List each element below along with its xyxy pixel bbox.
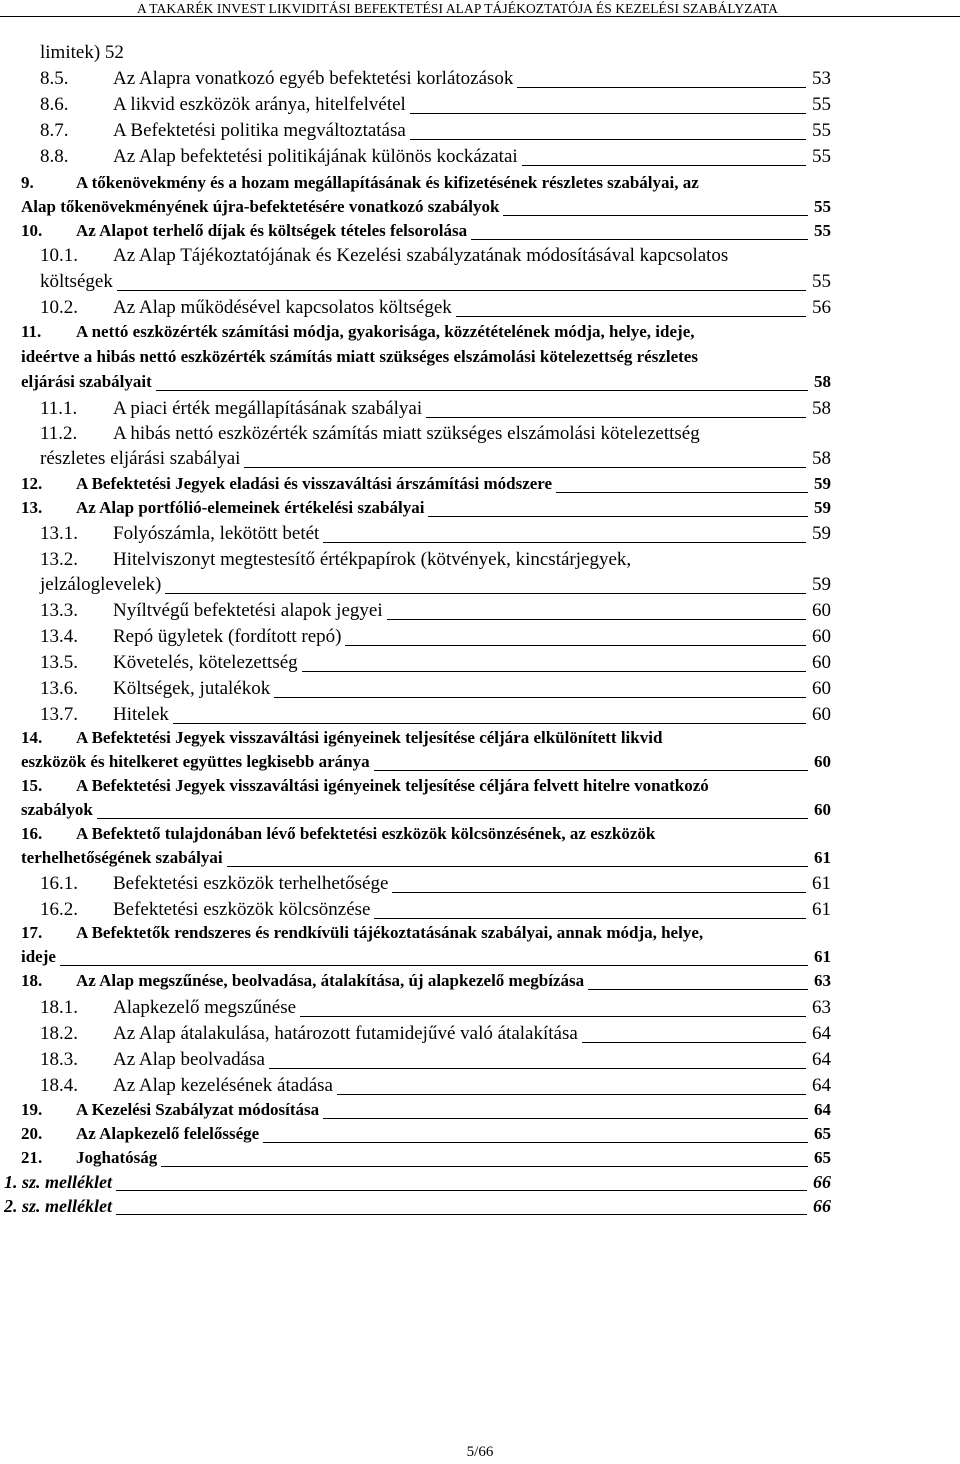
toc-entry-title: Nyíltvégű befektetési alapok jegyei bbox=[113, 600, 383, 621]
toc-entry-title: ideje bbox=[21, 947, 56, 966]
toc-entry-title: Az Alap működésével kapcsolatos költségek bbox=[113, 297, 452, 318]
toc-leader-line bbox=[410, 139, 806, 140]
toc-leader-line bbox=[522, 165, 806, 166]
toc-entry-page: 59 bbox=[812, 574, 831, 595]
toc-leader-line bbox=[517, 87, 806, 88]
toc-leader-line bbox=[471, 239, 808, 240]
toc-entry-title: A Befektetők rendszeres és rendkívüli tájékoztatásának szabályai, annak módja, helye, bbox=[76, 923, 704, 942]
toc-entry[interactable] bbox=[0, 600, 960, 624]
toc-entry-title: Az Alap befektetési politikájának különös kockázatai bbox=[113, 146, 518, 167]
page-number: 5/66 bbox=[466, 1444, 494, 1460]
toc-leader-line bbox=[428, 516, 808, 517]
toc-entry-title: Befektetési eszközök kölcsönzése bbox=[113, 899, 371, 920]
toc-entry-title: Az Alap Tájékoztatójának és Kezelési szabályzatának módosításával kapcsolatos bbox=[113, 245, 729, 266]
toc-entry[interactable] bbox=[0, 1049, 960, 1073]
toc-leader-line bbox=[161, 1166, 808, 1167]
toc-entry[interactable] bbox=[0, 752, 960, 776]
toc-entry-number: 13.5. bbox=[40, 652, 78, 673]
toc-entry-title: Az Alap kezelésének átadása bbox=[113, 1075, 333, 1096]
toc-entry-number: 16.1. bbox=[40, 873, 78, 894]
toc-entry[interactable] bbox=[0, 271, 960, 295]
toc-leader-line bbox=[588, 989, 808, 990]
toc-entry-title: A hibás nettó eszközérték számítás miatt szükséges elszámolási kötelezettség bbox=[113, 423, 700, 444]
toc-entry[interactable] bbox=[0, 197, 960, 221]
toc-leader-line bbox=[426, 417, 806, 418]
toc-entry-page: 63 bbox=[814, 971, 831, 990]
toc-entry[interactable] bbox=[0, 1196, 960, 1220]
toc-entry-title: Repó ügyletek (fordított repó) bbox=[113, 626, 342, 647]
toc-entry-page: 58 bbox=[814, 372, 831, 391]
toc-entry-page: 55 bbox=[812, 271, 831, 292]
toc-leader-line bbox=[97, 818, 808, 819]
toc-entry[interactable] bbox=[0, 173, 960, 197]
toc-entry[interactable] bbox=[0, 549, 960, 573]
toc-entry-title: Az Alap beolvadása bbox=[113, 1049, 265, 1070]
toc-entry-page: 56 bbox=[812, 297, 831, 318]
toc-entry[interactable] bbox=[0, 474, 960, 498]
header-title: A TAKARÉK INVEST LIKVIDITÁSI BEFEKTETÉSI ALAP TÁJÉKOZTATÓJA ÉS KEZELÉSI SZABÁLYZATA bbox=[136, 1, 778, 16]
toc-entry-title: Az Alapkezelő felelőssége bbox=[76, 1124, 260, 1143]
toc-entry-title: A Befektetési Jegyek eladási és visszaváltási árszámítási módszere bbox=[76, 474, 553, 493]
toc-entry-page: 66 bbox=[813, 1196, 831, 1216]
toc-entry-title: Hitelek bbox=[113, 704, 169, 725]
toc-entry[interactable] bbox=[0, 1148, 960, 1172]
toc-entry-title: A piaci érték megállapításának szabályai bbox=[113, 398, 423, 419]
toc-entry[interactable] bbox=[0, 800, 960, 824]
toc-entry-page: 59 bbox=[812, 523, 831, 544]
toc-entry-number: 18. bbox=[21, 971, 43, 990]
toc-entry-number: 13.7. bbox=[40, 704, 78, 725]
toc-entry-page: 58 bbox=[812, 448, 831, 469]
toc-entry-number: 18.1. bbox=[40, 997, 78, 1018]
toc-entry[interactable] bbox=[0, 1124, 960, 1148]
toc-leader-line bbox=[116, 1214, 807, 1215]
toc-entry-title: szabályok bbox=[21, 800, 93, 819]
toc-entry[interactable] bbox=[0, 448, 960, 472]
toc-leader-line bbox=[302, 671, 806, 672]
toc-entry[interactable] bbox=[0, 728, 960, 752]
toc-entry[interactable] bbox=[0, 824, 960, 848]
toc-entry-number: 8.8. bbox=[40, 146, 69, 167]
toc-entry-title: Alap tőkenövekményének újra-befektetésére vonatkozó szabályok bbox=[21, 197, 500, 216]
toc-entry-page: 65 bbox=[814, 1124, 831, 1143]
toc-entry-number: 17. bbox=[21, 923, 43, 942]
toc-entry-page: 61 bbox=[812, 899, 831, 920]
toc-leader-line bbox=[556, 492, 808, 493]
toc-entry[interactable] bbox=[0, 848, 960, 872]
toc-entry-page: 61 bbox=[814, 947, 831, 966]
toc-entry[interactable] bbox=[0, 704, 960, 728]
toc-entry-page: 64 bbox=[812, 1075, 831, 1096]
toc-entry-title: A Befektetési Jegyek visszaváltási igényeinek teljesítése céljára felvett hitelre vonatkozó bbox=[76, 776, 709, 795]
toc-leader-line bbox=[173, 723, 806, 724]
toc-leader-line bbox=[117, 290, 806, 291]
toc-leader-line bbox=[269, 1068, 806, 1069]
toc-leader-line bbox=[323, 542, 806, 543]
toc-entry-page: 61 bbox=[812, 873, 831, 894]
toc-entry[interactable] bbox=[0, 997, 960, 1021]
toc-entry-page: 64 bbox=[812, 1049, 831, 1070]
toc-entry-page: 66 bbox=[813, 1172, 831, 1192]
toc-entry-number: 11.2. bbox=[40, 423, 78, 444]
toc-entry[interactable] bbox=[0, 347, 960, 371]
toc-entry[interactable] bbox=[0, 42, 960, 66]
toc-leader-line bbox=[300, 1016, 806, 1017]
toc-entry-number: 18.2. bbox=[40, 1023, 78, 1044]
toc-entry[interactable] bbox=[0, 1100, 960, 1124]
toc-entry-title: A likvid eszközök aránya, hitelfelvétel bbox=[113, 94, 406, 115]
toc-entry[interactable] bbox=[0, 1172, 960, 1196]
toc-entry-title: Hitelviszonyt megtestesítő értékpapírok (kötvények, kincstárjegyek, bbox=[113, 549, 632, 570]
toc-entry-page: 64 bbox=[814, 1100, 831, 1119]
toc-entry-number: 15. bbox=[21, 776, 43, 795]
toc-entry-title: Az Alap portfólió-elemeinek értékelési szabályai bbox=[76, 498, 425, 517]
toc-entry-page: 60 bbox=[814, 752, 831, 771]
toc-entry-title: Az Alapot terhelő díjak és költségek tételes felsorolása bbox=[76, 221, 468, 240]
toc-entry-page: 59 bbox=[814, 498, 831, 517]
toc-entry[interactable] bbox=[0, 120, 960, 144]
toc-entry-title: Követelés, kötelezettség bbox=[113, 652, 298, 673]
toc-entry-title: A Befektetési politika megváltoztatása bbox=[113, 120, 406, 141]
toc-entry-number: 11. bbox=[21, 322, 42, 341]
toc-entry[interactable] bbox=[0, 776, 960, 800]
toc-leader-line bbox=[156, 390, 808, 391]
toc-entry-number: 20. bbox=[21, 1124, 43, 1143]
toc-leader-line bbox=[274, 697, 806, 698]
toc-entry-page: 60 bbox=[812, 704, 831, 725]
toc-entry-title: eszközök és hitelkeret együttes legkisebb aránya bbox=[21, 752, 370, 771]
toc-entry-page: 55 bbox=[814, 221, 831, 240]
toc-entry[interactable] bbox=[0, 678, 960, 702]
toc-entry-number: 14. bbox=[21, 728, 43, 747]
toc-entry-title: 1. sz. melléklet bbox=[4, 1172, 112, 1192]
toc-entry-number: 16.2. bbox=[40, 899, 78, 920]
toc-entry[interactable] bbox=[0, 221, 960, 245]
toc-leader-line bbox=[337, 1094, 806, 1095]
toc-entry[interactable] bbox=[0, 574, 960, 598]
toc-entry[interactable] bbox=[0, 94, 960, 118]
toc-entry-title: Joghatóság bbox=[76, 1148, 158, 1167]
toc-entry-number: 13.4. bbox=[40, 626, 78, 647]
toc-entry[interactable] bbox=[0, 1023, 960, 1047]
toc-entry-number: 16. bbox=[21, 824, 43, 843]
toc-entry-title: A Befektetési Jegyek visszaváltási igényeinek teljesítése céljára elkülönített likvid bbox=[76, 728, 663, 747]
toc-entry[interactable] bbox=[0, 652, 960, 676]
toc-entry-page: 55 bbox=[812, 120, 831, 141]
toc-entry[interactable] bbox=[0, 1075, 960, 1099]
toc-entry-title: Az Alap megszűnése, beolvadása, átalakítása, új alapkezelő megbízása bbox=[76, 971, 585, 990]
toc-entry-title: A nettó eszközérték számítási módja, gyakorisága, közzétételének módja, helye, ideje, bbox=[76, 322, 695, 341]
toc-leader-line bbox=[374, 918, 806, 919]
toc-entry-page: 53 bbox=[812, 68, 831, 89]
toc-leader-line bbox=[582, 1042, 806, 1043]
toc-entry-title: Folyószámla, lekötött betét bbox=[113, 523, 320, 544]
toc-entry-number: 13.6. bbox=[40, 678, 78, 699]
toc-entry-page: 64 bbox=[812, 1023, 831, 1044]
toc-entry-title: 2. sz. melléklet bbox=[4, 1196, 112, 1216]
header-rule bbox=[0, 16, 960, 17]
toc-entry-number: 8.6. bbox=[40, 94, 69, 115]
toc-entry-number: 8.5. bbox=[40, 68, 69, 89]
toc-leader-line bbox=[456, 316, 806, 317]
toc-entry[interactable] bbox=[0, 245, 960, 269]
toc-entry-number: 10.2. bbox=[40, 297, 78, 318]
toc-leader-line bbox=[323, 1118, 808, 1119]
toc-entry-page: 55 bbox=[812, 146, 831, 167]
toc-entry-page: 60 bbox=[814, 800, 831, 819]
toc-entry-number: 13. bbox=[21, 498, 43, 517]
toc-entry-title: Költségek, jutalékok bbox=[113, 678, 271, 699]
toc-entry[interactable] bbox=[0, 68, 960, 92]
toc-leader-line bbox=[345, 645, 806, 646]
toc-entry-page: 55 bbox=[812, 94, 831, 115]
toc-entry-title: részletes eljárási szabályai bbox=[40, 448, 241, 469]
toc-leader-line bbox=[60, 965, 808, 966]
toc-leader-line bbox=[392, 892, 806, 893]
toc-entry[interactable] bbox=[0, 146, 960, 170]
toc-entry-number: 10.1. bbox=[40, 245, 78, 266]
toc-entry-page: 55 bbox=[814, 197, 831, 216]
toc-entry[interactable] bbox=[0, 873, 960, 897]
toc-entry-number: 21. bbox=[21, 1148, 43, 1167]
toc-entry-title: A Befektető tulajdonában lévő befektetési eszközök kölcsönzésének, az eszközök bbox=[76, 824, 656, 843]
toc-entry-page: 60 bbox=[812, 678, 831, 699]
toc-entry-title: terhelhetőségének szabályai bbox=[21, 848, 223, 867]
toc-leader-line bbox=[374, 770, 808, 771]
toc-entry[interactable] bbox=[0, 398, 960, 422]
toc-entry[interactable] bbox=[0, 971, 960, 995]
toc-entry-title: limitek) 52 bbox=[40, 42, 124, 63]
toc-entry-title: A tőkenövekmény és a hozam megállapításának és kifizetésének részletes szabályai, az bbox=[76, 173, 699, 192]
toc-entry-page: 63 bbox=[812, 997, 831, 1018]
toc-entry-number: 11.1. bbox=[40, 398, 78, 419]
toc-entry[interactable] bbox=[0, 626, 960, 650]
toc-entry-title: Befektetési eszközök terhelhetősége bbox=[113, 873, 389, 894]
toc-entry[interactable] bbox=[0, 498, 960, 522]
toc-entry-number: 10. bbox=[21, 221, 43, 240]
toc-entry-page: 60 bbox=[812, 626, 831, 647]
toc-entry-number: 13.3. bbox=[40, 600, 78, 621]
toc-leader-line bbox=[410, 113, 806, 114]
toc-entry-number: 13.1. bbox=[40, 523, 78, 544]
toc-entry-number: 8.7. bbox=[40, 120, 69, 141]
toc-entry[interactable] bbox=[0, 423, 960, 447]
toc-entry-number: 18.4. bbox=[40, 1075, 78, 1096]
toc-entry[interactable] bbox=[0, 322, 960, 346]
toc-leader-line bbox=[244, 467, 806, 468]
toc-entry-title: Alapkezelő megszűnése bbox=[113, 997, 297, 1018]
toc-leader-line bbox=[165, 593, 806, 594]
toc-entry-page: 61 bbox=[814, 848, 831, 867]
toc-entry-number: 12. bbox=[21, 474, 43, 493]
toc-entry[interactable] bbox=[0, 899, 960, 923]
toc-entry-number: 13.2. bbox=[40, 549, 78, 570]
toc-entry-title: eljárási szabályait bbox=[21, 372, 152, 391]
toc-entry[interactable] bbox=[0, 923, 960, 947]
toc-entry-number: 9. bbox=[21, 173, 34, 192]
toc-entry[interactable] bbox=[0, 947, 960, 971]
page-header bbox=[0, 0, 960, 17]
toc-entry-page: 65 bbox=[814, 1148, 831, 1167]
toc-entry-title: költségek bbox=[40, 271, 113, 292]
toc-leader-line bbox=[263, 1142, 808, 1143]
toc-leader-line bbox=[387, 619, 806, 620]
toc-entry[interactable] bbox=[0, 372, 960, 396]
toc-entry-title: jelzáloglevelek) bbox=[40, 574, 162, 595]
toc-leader-line bbox=[116, 1190, 807, 1191]
toc-entry[interactable] bbox=[0, 297, 960, 321]
toc-entry-page: 60 bbox=[812, 652, 831, 673]
toc-entry-number: 19. bbox=[21, 1100, 43, 1119]
toc-entry-page: 59 bbox=[814, 474, 831, 493]
toc-entry-page: 58 bbox=[812, 398, 831, 419]
toc-entry-title: ideértve a hibás nettó eszközérték számítás miatt szükséges elszámolási kötelezettség részletes bbox=[21, 347, 698, 366]
toc-leader-line bbox=[503, 215, 808, 216]
toc-entry-page: 60 bbox=[812, 600, 831, 621]
toc-entry[interactable] bbox=[0, 523, 960, 547]
toc-entry-title: A Kezelési Szabályzat módosítása bbox=[76, 1100, 320, 1119]
toc-entry-title: Az Alap átalakulása, határozott futamidejűvé való átalakítása bbox=[113, 1023, 578, 1044]
toc-entry-title: Az Alapra vonatkozó egyéb befektetési korlátozások bbox=[113, 68, 514, 89]
toc-leader-line bbox=[227, 866, 808, 867]
toc-entry-number: 18.3. bbox=[40, 1049, 78, 1070]
